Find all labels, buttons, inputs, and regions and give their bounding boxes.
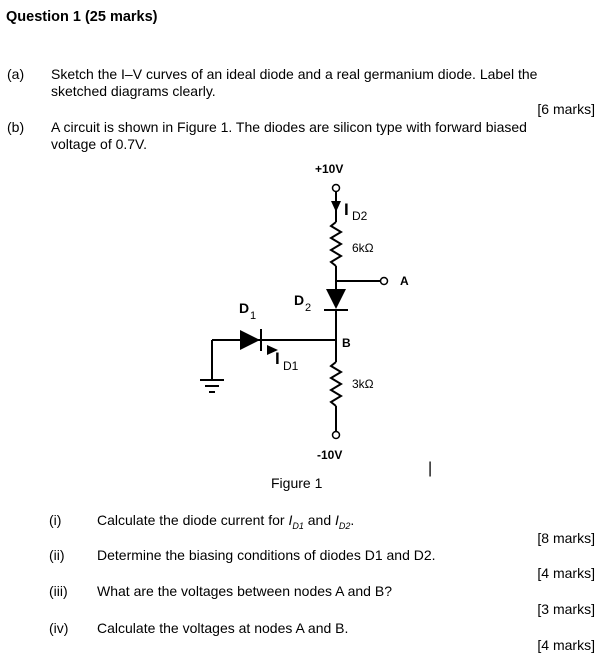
node-a-terminal: [381, 278, 388, 285]
node-b-label: B: [342, 336, 351, 350]
subq-1-text: Calculate the diode current for $I_{D1}$ and $I_{D2}$.: [97, 512, 355, 531]
current-d2-sub: D2: [352, 209, 368, 223]
supply-bottom-label: -10V: [317, 448, 343, 462]
subq-3-label: (iii): [49, 583, 68, 599]
figure-caption: Figure 1: [271, 475, 323, 491]
bottom-terminal: [333, 432, 340, 439]
part-b-line2: voltage of 0.7V.: [51, 136, 148, 152]
diode-d1-sub: 1: [250, 310, 257, 322]
cursor-mark: |: [428, 460, 433, 477]
diode-d2-letter: D: [294, 292, 305, 308]
resistor-bottom-icon: [331, 362, 341, 406]
subq-2-marks: [4 marks]: [537, 565, 595, 581]
current-d2-arrow-icon: [331, 201, 341, 212]
supply-top-label: +10V: [315, 162, 344, 176]
resistor-top-label: 6kΩ: [352, 241, 374, 255]
current-d2-letter: I: [344, 200, 349, 219]
subq-1-label: (i): [49, 512, 62, 528]
subq-3-marks: [3 marks]: [537, 601, 595, 617]
part-a-line1: Sketch the I–V curves of an ideal diode and a real germanium diode. Label the: [51, 66, 538, 82]
part-b-label: (b): [7, 119, 25, 135]
subq-3-text: What are the voltages between nodes A and B?: [97, 583, 392, 599]
subq-2-text: Determine the biasing conditions of diodes D1 and D2.: [97, 547, 436, 563]
top-terminal: [333, 185, 340, 192]
question-title: Question 1 (25 marks): [6, 9, 158, 25]
subq-4-text: Calculate the voltages at nodes A and B.: [97, 620, 349, 636]
subq-4-label: (iv): [49, 620, 69, 636]
diode-d2-icon: [326, 289, 346, 309]
diode-d1-icon: [240, 330, 260, 350]
diode-d2-sub: 2: [305, 302, 312, 314]
resistor-top-icon: [331, 222, 341, 266]
diode-d1-letter: D: [239, 300, 250, 316]
subq-4-marks: [4 marks]: [537, 637, 595, 653]
part-a-label: (a): [7, 66, 25, 82]
part-a-marks: [6 marks]: [537, 101, 595, 117]
current-d1-letter: I: [275, 349, 280, 368]
node-a-label: A: [400, 274, 409, 288]
subq-2-label: (ii): [49, 547, 65, 563]
subq-1-marks: [8 marks]: [537, 530, 595, 546]
resistor-bottom-label: 3kΩ: [352, 377, 374, 391]
current-d1-sub: D1: [283, 359, 299, 373]
part-a-line2: sketched diagrams clearly.: [51, 83, 216, 99]
part-b-line1: A circuit is shown in Figure 1. The diodes are silicon type with forward biased: [51, 119, 527, 135]
